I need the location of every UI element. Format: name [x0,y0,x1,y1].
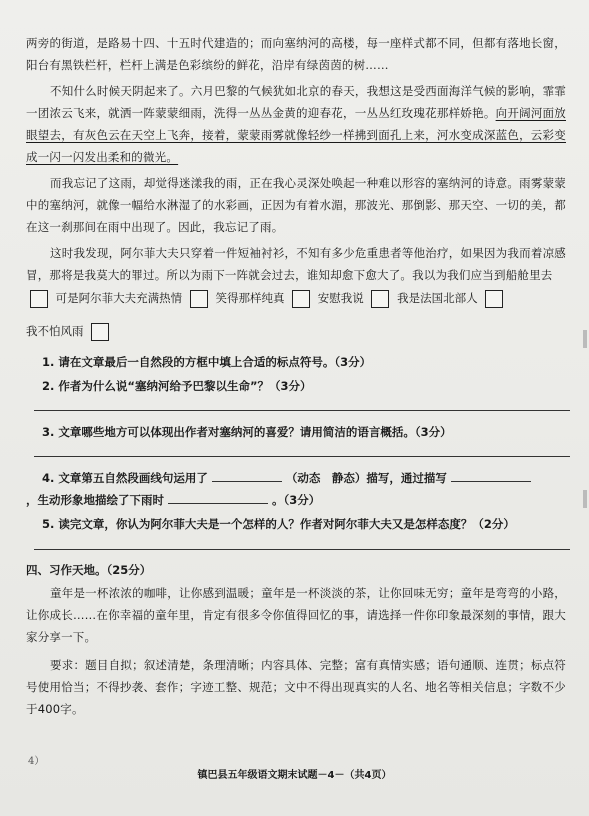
punctuation-box[interactable] [292,290,310,308]
requirements-text: 要求：题目自拟；叙述清楚，条理清晰；内容具体、完整；富有真情实感；语句通顺、连贯；标点符号使用恰当；不得抄袭、套作；字迹工整、规范；文中不得出现真实的人名、地名等相关信息；字数不少于400字。 [26,658,566,716]
question-5 [42,516,515,532]
question-3 [42,424,452,440]
scan-edge-mark [583,330,587,348]
question-number: 1. [42,355,55,369]
punctuation-box[interactable] [30,290,48,308]
scan-edge-mark [583,490,587,508]
passage-paragraph-2 [26,80,566,168]
writing-prompt [26,582,566,648]
punctuation-box[interactable] [485,290,503,308]
question-text: 文章哪些地方可以体现出作者对塞纳河的喜爱？请用简洁的语言概括。（3分） [58,425,452,439]
punctuation-box[interactable] [91,323,109,341]
answer-line[interactable] [34,410,570,411]
passage-text: 可是阿尔菲大夫充满热情 [55,291,183,305]
answer-blank[interactable] [168,491,268,504]
passage-text: 安慰我说 [317,291,364,305]
question-number: 3. [42,425,55,439]
page-footer: 镇巴县五年级语文期末试题－4－（共4页） [197,770,392,781]
passage-text: 我不怕风雨 [26,324,84,338]
question-number: 5. [42,517,55,531]
question-1 [42,354,371,370]
answer-blank[interactable] [451,469,531,482]
question-number: 4. [42,471,55,485]
prompt-text: 童年是一杯浓浓的咖啡，让你感到温暖；童年是一杯淡淡的茶，让你回味无穷；童年是弯弯的小路，让你成长……在你幸福的童年里，肯定有很多令你值得回忆的事，请选择一件你印象最深刻的事情，跟大家分享一下。 [26,586,566,644]
passage-text: 而我忘记了这雨，却觉得迷漾我的雨，正在我心灵深处唤起一种难以形容的塞纳河的诗意。雨雾蒙蒙中的塞纳河，就像一幅给水淋湿了的水彩画，正因为有着水湄，那波光、那倒影、那天空、一切的美，都在这一刹那间在雨中出现了。因此，我忘记了雨。 [26,176,566,234]
question-text: ，生动形象地描绘了下雨时 [26,493,164,507]
passage-paragraph-4 [26,242,566,286]
answer-line[interactable] [34,456,570,457]
answer-line[interactable] [34,549,570,550]
question-2 [42,378,312,394]
passage-text: 笑得那样纯真 [215,291,285,305]
passage-text: 两旁的街道，是路易十四、十五时代建造的；而向塞纳河的高楼，每一座样式都不同，但都有落地长窗，阳台有黑铁栏杆，栏杆上满是色彩缤纷的鲜花，沿岸有绿茵茵的树…… [26,36,566,72]
question-text: 请在文章最后一自然段的方框中填上合适的标点符号。（3分） [58,355,372,369]
answer-blank[interactable] [212,469,282,482]
passage-paragraph-3 [26,172,566,238]
passage-text: 我是法国北部人 [397,291,478,305]
section-title: 四、习作天地。（25分） [26,563,152,577]
question-4 [42,469,531,486]
passage-text: 这时我发现，阿尔菲大夫只穿着一件短袖衬衫，不知有多少危重患者等他治疗，如果因为我而着凉感冒，那将是我莫大的罪过。所以为雨下一阵就会过去，谁知却愈下愈大了。我以为我们应当到船舱里去 [26,246,566,282]
question-4-cont [26,491,320,508]
passage-text: 不知什么时候天阴起来了。六月巴黎的气候犹如北京的春天，我想这是受西面海洋气候的影响，霏霏一团浓云飞来，就洒一阵蒙蒙细雨，洗得一丛丛金黄的迎春花，一丛丛红玫瑰花那样娇艳。 [26,84,566,120]
question-text: 读完文章，你认为阿尔菲大夫是一个怎样的人？作者对阿尔菲大夫又是怎样态度？（2分） [58,517,515,531]
writing-requirements [26,654,566,720]
question-text: 。（3分） [272,493,321,507]
question-number: 2. [42,379,55,393]
punctuation-box[interactable] [371,290,389,308]
question-text: （动态 静态）描写，通过描写 [285,471,447,485]
question-text: 作者为什么说“塞纳河给予巴黎以生命”？（3分） [58,379,312,393]
punctuation-box[interactable] [190,290,208,308]
question-text: 文章第五自然段画线句运用了 [58,471,208,485]
corner-mark: 4） [28,756,45,767]
punctuation-fill-row [26,290,586,308]
punctuation-fill-row-2 [26,323,586,341]
underlined-sentence: 向开阔河面放眼望去，有灰色云在天空上飞奔，接着，蒙蒙雨雾就像轻纱一样拂到面孔上来，河水变成深蓝色，云彩变成一闪一闪发出柔和的微光。 [26,106,566,164]
passage-paragraph-1 [26,32,566,76]
